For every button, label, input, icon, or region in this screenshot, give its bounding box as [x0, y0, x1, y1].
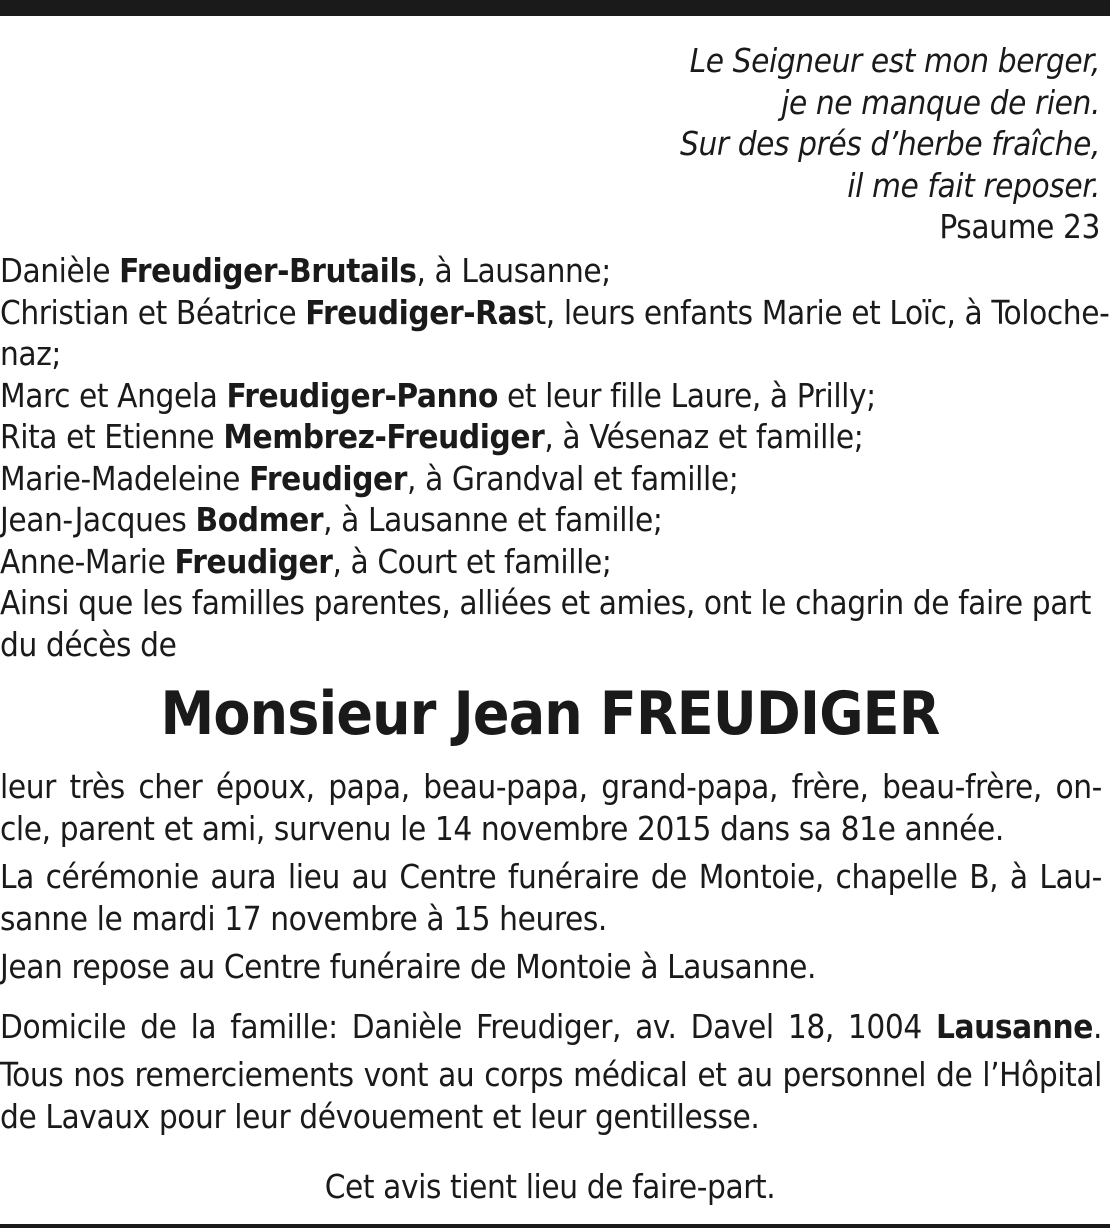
family-surname: Bodmer	[195, 500, 324, 539]
family-name-post: t, leurs enfants Marie et Loïc, à Toloche-	[534, 292, 1110, 332]
family-line	[0, 582, 1108, 624]
family-list	[0, 250, 1108, 665]
thanks-line: Tous nos remerciements vont au corps médical et au personnel de l’Hôpital	[0, 1055, 1102, 1094]
ceremony-line: sanne le mardi 17 novembre à 15 heures.	[0, 898, 607, 938]
family-line	[0, 333, 1108, 375]
tribute-line: cle, parent et ami, survenu le 14 novembre 2015 dans sa 81e année.	[0, 808, 1004, 848]
domicile-city: Lausanne	[935, 1007, 1093, 1046]
family-name-pre: Marc et Angela	[0, 375, 227, 415]
domicile-text: Domicile de la famille: Danièle Freudiger, av. Davel 18, 1004	[0, 1007, 936, 1046]
family-name-pre: Marie-Madeleine	[0, 458, 250, 498]
domicile-paragraph	[0, 1006, 1102, 1048]
family-surname: Freudiger-Brutails	[119, 251, 417, 290]
family-surname: Freudiger	[249, 458, 408, 498]
thanks-line: de Lavaux pour leur dévouement et leur gentillesse.	[0, 1096, 760, 1136]
family-name-pre: du décès de	[0, 624, 177, 664]
family-line	[0, 541, 1108, 583]
family-name-pre: Jean-Jacques	[0, 500, 196, 539]
family-line	[0, 250, 1108, 292]
domicile-end: .	[1092, 1007, 1102, 1046]
family-name-pre: Rita et Etienne	[0, 417, 224, 456]
family-surname: Freudiger	[174, 541, 333, 581]
psalm-line: Sur des prés d’herbe fraîche,	[680, 124, 1100, 163]
ceremony-line: La cérémonie aura lieu au Centre funéraire de Montoie, chapelle B, à Lau-	[0, 857, 1102, 896]
psalm-line: Le Seigneur est mon berger,	[689, 41, 1100, 80]
domicile-line	[0, 1006, 1102, 1048]
deceased-name: Monsieur Jean FREUDIGER	[160, 679, 940, 749]
family-name-post: , à Court et famille;	[332, 541, 612, 581]
family-line	[0, 458, 1108, 500]
bottom-rule	[0, 1224, 1110, 1228]
psalm-line: il me fait reposer.	[847, 165, 1100, 205]
family-surname: Membrez-Freudiger	[223, 417, 545, 456]
psalm-line: je ne manque de rien.	[781, 82, 1100, 122]
tribute-line: leur très cher époux, papa, beau-papa, grand-papa, frère, beau-frère, on-	[0, 767, 1102, 806]
family-name-post: , à Vésenaz et famille;	[544, 417, 864, 456]
family-name-post: , à Lausanne;	[416, 251, 611, 290]
family-name-post: et leur fille Laure, à Prilly;	[497, 375, 876, 415]
family-name-pre: naz;	[0, 334, 62, 373]
closing-note: Cet avis tient lieu de faire-part.	[324, 1167, 776, 1206]
family-line	[0, 499, 1108, 541]
psalm-reference: Psaume 23	[939, 207, 1100, 246]
family-name-post: , à Grandval et famille;	[407, 458, 739, 498]
family-line	[0, 624, 1108, 666]
family-line	[0, 416, 1108, 458]
tribute-paragraph	[0, 766, 1102, 849]
repose-line: Jean repose au Centre funéraire de Montoie à Lausanne.	[0, 947, 817, 986]
family-name-pre: Christian et Béatrice	[0, 292, 306, 332]
family-name-pre: Ainsi que les familles parentes, alliées et amies, ont le chagrin de faire part	[0, 583, 1092, 622]
family-line	[0, 292, 1108, 334]
family-name-pre: Anne-Marie	[0, 541, 175, 581]
ceremony-paragraph	[0, 856, 1102, 939]
psalm-quote	[680, 40, 1100, 248]
family-name-pre: Danièle	[0, 251, 120, 290]
repose-paragraph	[0, 946, 1102, 988]
family-surname: Freudiger-Ras	[305, 292, 535, 332]
top-rule	[0, 0, 1110, 16]
family-line	[0, 375, 1108, 417]
family-surname: Freudiger-Panno	[226, 375, 498, 415]
thanks-paragraph	[0, 1054, 1102, 1137]
family-name-post: , à Lausanne et famille;	[323, 500, 663, 539]
